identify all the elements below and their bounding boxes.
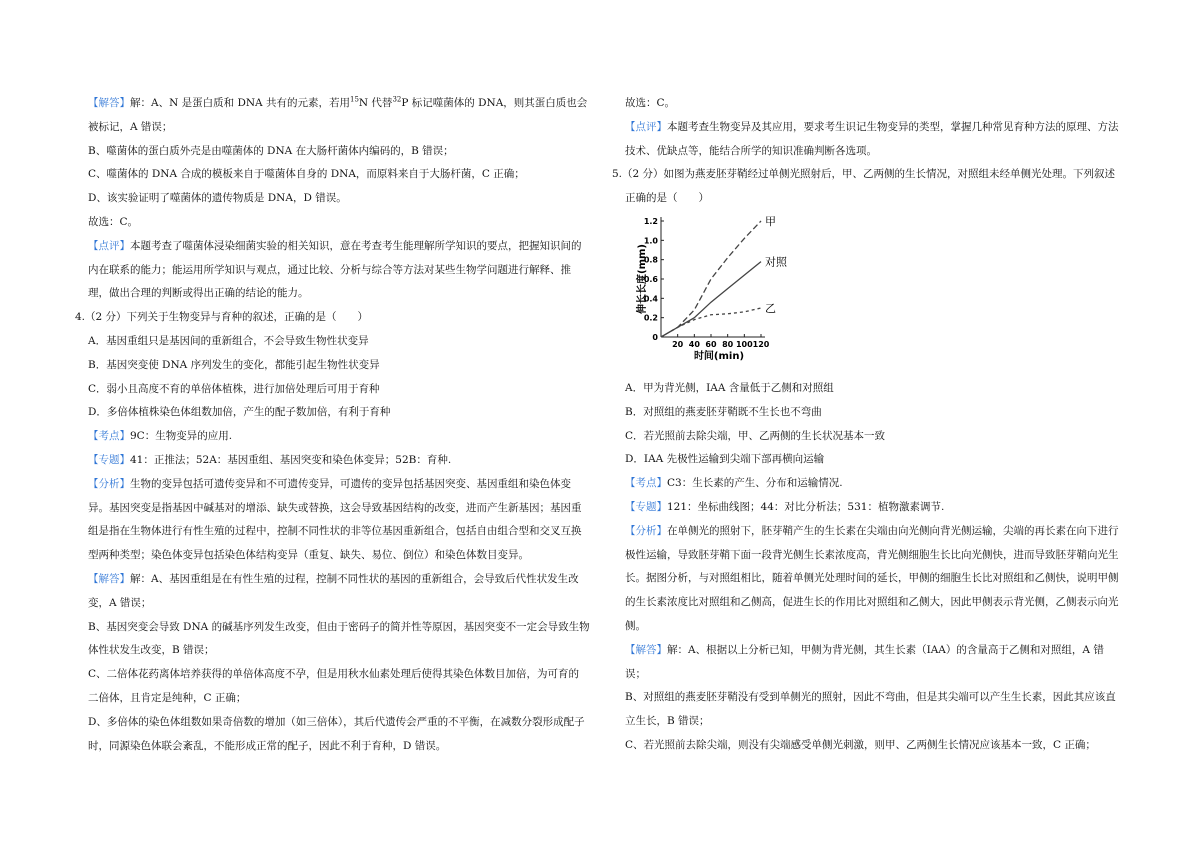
answer-3-line-2: 被标记，A 错误； xyxy=(88,120,173,133)
question-4-option-c: C．弱小且高度不育的单倍体植株，进行加倍处理后可用于育种 xyxy=(88,382,380,395)
question-4-stem: 4.（2 分）下列关于生物变异与育种的叙述，正确的是（ ） xyxy=(75,311,369,324)
answer-3-line-4: C、噬菌体的 DNA 合成的模板来自于噬菌体自身的 DNA，而原料来自于大肠杆菌，C 正确； xyxy=(88,168,525,181)
analysis-5-line-3: 长。据图分析，与对照组相比，随着单侧光处理时间的延长，甲侧的细胞生长比对照组和乙侧快，说明甲侧 xyxy=(625,572,1119,585)
x-tick-label: 60 xyxy=(705,339,717,349)
question-5-stem-line-1: 5.（2 分）如图为燕麦胚芽鞘经过单侧光照射后，甲、乙两侧的生长情况，对照组未经单侧光处理。下列叙述 xyxy=(612,168,1116,181)
y-tick-label: 1.2 xyxy=(643,216,658,226)
answer-4-line-6: 二倍体，且肯定是纯种，C 正确； xyxy=(88,691,247,704)
comment-4-line-1: 【点评】本题考查生物变异及其应用，要求考生识记生物变异的类型，掌握几种常见育种方法的原理、方法 xyxy=(625,120,1119,133)
question-4-option-b: B．基因突变使 DNA 序列发生的变化，都能引起生物性状变异 xyxy=(88,358,380,371)
y-tick-label: 0.4 xyxy=(643,294,658,304)
analysis-4-line-1: 【分析】生物的变异包括可遗传变异和不可遗传变异，可遗传的变异包括基因突变、基因重组和染色体变 xyxy=(88,477,571,490)
comment-3-line-2: 内在联系的能力；能运用所学知识与观点，通过比较、分析与综合等方法对某些生物学问题进行解释、推 xyxy=(88,263,571,276)
y-tick-label: 1.0 xyxy=(643,236,658,246)
x-tick-label: 100 xyxy=(735,339,753,349)
analysis-5-line-2: 极性运输，导致胚芽鞘下面一段背光侧生长素浓度高，背光侧细胞生长比向光侧快，进而导致胚芽鞘向光生 xyxy=(625,548,1119,561)
comment-4-line-2: 技术、优缺点等，能结合所学的知识准确判断各选项。 xyxy=(625,144,877,157)
question-5-option-d: D．IAA 先极性运输到尖端下部再横向运输 xyxy=(625,453,825,466)
series-label: 对照 xyxy=(765,255,787,269)
answer-tag: 【解答】 xyxy=(88,97,130,109)
y-tick-label: 0.8 xyxy=(643,255,658,265)
analysis-5-line-1: 【分析】在单侧光的照射下，胚芽鞘产生的生长素在尖端由向光侧向背光侧运输，尖端的再长素在向下进行 xyxy=(625,524,1119,537)
analysis-5-line-4: 的生长素浓度比对照组和乙侧高，促进生长的作用比对照组和乙侧大，因此甲侧表示背光侧，乙侧表示向光 xyxy=(625,596,1119,609)
kaodian-4: 【考点】9C：生物变异的应用. xyxy=(88,430,233,443)
y-tick-label: 0.2 xyxy=(643,313,658,323)
x-tick-label: 20 xyxy=(672,339,684,349)
question-4-option-d: D．多倍体植株染色体组数加倍，产生的配子数加倍，有利于育种 xyxy=(88,406,391,419)
series-label: 乙 xyxy=(765,301,776,315)
analysis-4-line-3: 组是指在生物体进行有性生殖的过程中，控制不同性状的非等位基因重新组合，包括自由组合型和交叉互换 xyxy=(88,525,582,538)
series-label: 甲 xyxy=(765,214,776,228)
series-line xyxy=(661,308,761,337)
x-axis-label: 时间(min) xyxy=(693,350,745,362)
x-tick-label: 120 xyxy=(752,339,770,349)
x-tick-label: 80 xyxy=(722,339,734,349)
series-line xyxy=(661,262,761,337)
comment-tag: 【点评】 xyxy=(88,239,130,252)
answer-4-choice: 故选：C。 xyxy=(625,97,676,109)
right-column xyxy=(612,92,1127,758)
chart-labels xyxy=(635,215,788,362)
question-4-option-a: A．基因重组只是基因间的重新组合，不会导致生物性状变异 xyxy=(88,334,369,347)
left-column xyxy=(75,92,590,758)
comment-3-line-1: 【点评】本题考查了噬菌体浸染细菌实验的相关知识，意在考查考生能理解所学知识的要点，把握知识间的 xyxy=(88,239,582,252)
question-5-option-a: A．甲为背光侧，IAA 含量低于乙侧和对照组 xyxy=(625,381,834,394)
answer-5-line-5: C、若光照前去除尖端，则没有尖端感受单侧光刺激，则甲、乙两侧生长情况应该基本一致，C 正确； xyxy=(625,738,1096,751)
x-tick-label: 40 xyxy=(688,339,700,349)
analysis-4-line-4: 型两种类型；染色体变异包括染色体结构变异（重复、缺失、易位、倒位）和染色体数目变异。 xyxy=(88,549,529,562)
answer-4-line-5: C、二倍体花药离体培养获得的单倍体高度不孕，但是用秋水仙素处理后使得其染色体数目加倍，为可育的 xyxy=(88,668,580,681)
answer-4-line-7: D、多倍体的染色体组数如果奇倍数的增加（如三倍体），其后代遗传会严重的不平衡，在减数分裂形成配子 xyxy=(88,715,585,728)
zhuanti-5: 【专题】121：坐标曲线图；44：对比分析法；531：植物激素调节. xyxy=(625,500,945,513)
y-tick-label: 0.6 xyxy=(643,274,658,284)
question-5-option-b: B．对照组的燕麦胚芽鞘既不生长也不弯曲 xyxy=(625,405,822,418)
y-axis-label: 伸长长度(mm) xyxy=(637,243,648,314)
growth-chart xyxy=(633,213,793,373)
chart-series xyxy=(661,221,761,337)
comment-3-line-3: 理，做出合理的判断或得出正确的结论的能力。 xyxy=(88,287,309,300)
answer-3-line-3: B、噬菌体的蛋白质外壳是由噬菌体的 DNA 在大肠杆菌体内编码的，B 错误； xyxy=(88,144,454,157)
analysis-5-line-5: 侧。 xyxy=(625,619,646,632)
analysis-4-line-2: 异。基因突变是指基因中碱基对的增添、缺失或替换，这会导致基因结构的改变，进而产生新基因；基因重 xyxy=(88,501,582,514)
answer-3-line-1: 【解答】解：A、N 是蛋白质和 DNA 共有的元素，若用$^{15}$N 代替$^{32}$P 标记噬菌体的 DNA，则其蛋白质也会 xyxy=(88,95,588,109)
answer-3-line-5: D、该实验证明了噬菌体的遗传物质是 DNA，D 错误。 xyxy=(88,192,347,205)
answer-4-line-2: 变，A 错误； xyxy=(88,596,152,609)
question-5-option-c: C．若光照前去除尖端，甲、乙两侧的生长状况基本一致 xyxy=(625,429,886,442)
question-5-stem-line-2: 正确的是（ ） xyxy=(625,192,709,205)
kaodian-5: 【考点】C3：生长素的产生、分布和运输情况. xyxy=(625,477,843,490)
answer-3-choice: 故选：C。 xyxy=(88,215,139,228)
answer-4-line-8: 时，同源染色体联会紊乱，不能形成正常的配子，因此不利于育种，D 错误。 xyxy=(88,739,447,752)
zhuanti-4: 【专题】41：正推法；52A：基因重组、基因突变和染色体变异；52B：育种. xyxy=(88,453,452,466)
answer-4-line-4: 体性状发生改变，B 错误； xyxy=(88,644,215,657)
answer-4-line-3: B、基因突变会导致 DNA 的碱基序列发生改变，但由于密码子的简并性等原因，基因突变不一定会导致生物 xyxy=(88,620,590,633)
answer-5-line-1: 【解答】解：A、根据以上分析已知，甲侧为背光侧，其生长素（IAA）的含量高于乙侧和对照组，A 错 xyxy=(625,643,1104,656)
growth-chart-svg xyxy=(633,213,793,373)
answer-5-line-2: 误； xyxy=(625,667,646,680)
y-tick-label: 0 xyxy=(652,332,658,342)
answer-4-line-1: 【解答】解：A、基因重组是在有性生殖的过程，控制不同性状的基因的重新组合，会导致后代性状发生改 xyxy=(88,572,579,585)
answer-5-line-4: 立生长，B 错误； xyxy=(625,715,710,728)
answer-5-line-3: B、对照组的燕麦胚芽鞘没有受到单侧光的照射，因此不弯曲，但是其尖端可以产生生长素，因此其应该直 xyxy=(625,691,1116,704)
series-line xyxy=(661,221,761,337)
